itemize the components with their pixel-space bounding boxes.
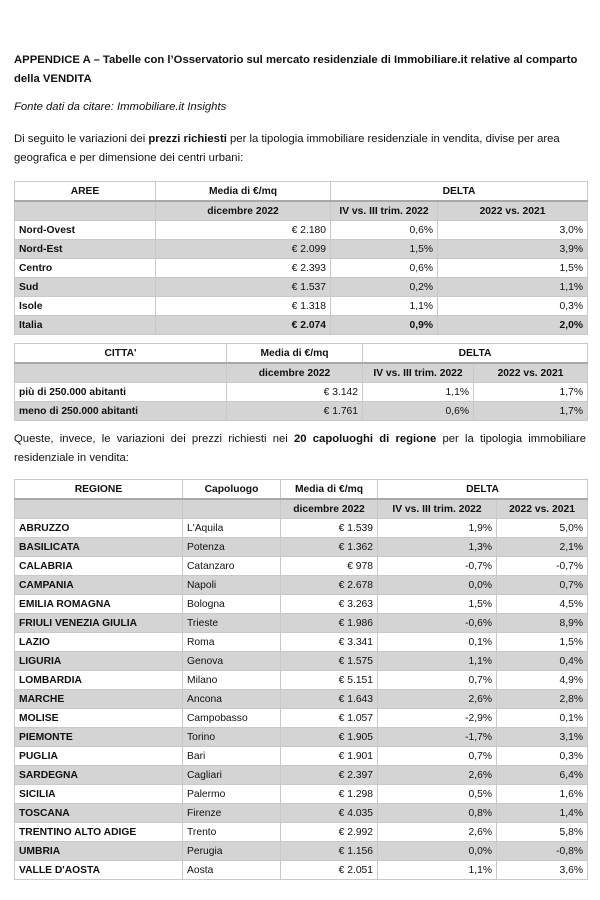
table-row — [15, 671, 588, 690]
capoluogo-cell: Bari — [183, 747, 281, 766]
table-regioni-body — [15, 519, 588, 880]
delta-quarter-cell: 1,1% — [378, 652, 497, 671]
header-regione: REGIONE — [15, 480, 183, 500]
header-capoluogo: Capoluogo — [183, 480, 281, 500]
row-label: Isole — [15, 297, 156, 316]
delta-quarter-cell: 1,5% — [378, 595, 497, 614]
table-row — [15, 297, 588, 316]
table-citta — [14, 343, 588, 421]
table-subheader-row — [15, 499, 588, 519]
delta-year-cell: 4,5% — [497, 595, 588, 614]
delta-year-cell: 0,4% — [497, 652, 588, 671]
delta-year-cell: -0,8% — [497, 842, 588, 861]
price-cell: € 3.142 — [227, 383, 363, 402]
region-cell: SARDEGNA — [15, 766, 183, 785]
table-aree-body — [15, 221, 588, 335]
delta-quarter-cell: 0,7% — [378, 747, 497, 766]
intro2-text-after: per la tipologia immobiliare residenziale in vendita: — [14, 433, 587, 464]
delta-year-cell: 3,0% — [438, 221, 588, 240]
intro-paragraph — [14, 130, 586, 168]
capoluogo-cell: Napoli — [183, 576, 281, 595]
capoluogo-cell: Trento — [183, 823, 281, 842]
delta-year-cell: 0,3% — [438, 297, 588, 316]
region-cell: LIGURIA — [15, 652, 183, 671]
capoluogo-cell: Bologna — [183, 595, 281, 614]
delta-quarter-cell: 0,6% — [331, 259, 438, 278]
delta-quarter-cell: 0,2% — [331, 278, 438, 297]
table-header-row — [15, 182, 588, 202]
delta-year-cell: 0,3% — [497, 747, 588, 766]
table-row — [15, 383, 588, 402]
intro2-text-bold: 20 capoluoghi di regione — [294, 433, 437, 445]
header-delta: DELTA — [331, 182, 588, 202]
table-row — [15, 652, 588, 671]
table-citta-body — [15, 383, 588, 421]
subheader-dicembre: dicembre 2022 — [156, 201, 331, 221]
capoluogo-cell: Potenza — [183, 538, 281, 557]
price-cell: € 1.537 — [156, 278, 331, 297]
delta-year-cell: 8,9% — [497, 614, 588, 633]
table-row — [15, 614, 588, 633]
document-title: APPENDICE A – Tabelle con l’Osservatorio sul mercato residenziale di Immobiliare.it relative al comparto della VENDITA — [14, 54, 578, 85]
price-cell: € 5.151 — [281, 671, 378, 690]
row-label: Sud — [15, 278, 156, 297]
row-label: Italia — [15, 316, 156, 335]
price-cell: € 2.051 — [281, 861, 378, 880]
subheader-trim: IV vs. III trim. 2022 — [378, 499, 497, 519]
row-label: Centro — [15, 259, 156, 278]
table-row — [15, 690, 588, 709]
header-delta: DELTA — [378, 480, 588, 500]
delta-year-cell: 1,4% — [497, 804, 588, 823]
subheader-empty — [15, 363, 227, 383]
delta-year-cell: 2,0% — [438, 316, 588, 335]
table-row — [15, 595, 588, 614]
region-cell: PUGLIA — [15, 747, 183, 766]
region-cell: ABRUZZO — [15, 519, 183, 538]
capoluogo-cell: Milano — [183, 671, 281, 690]
delta-quarter-cell: 1,3% — [378, 538, 497, 557]
capoluogo-cell: Torino — [183, 728, 281, 747]
delta-year-cell: 1,1% — [438, 278, 588, 297]
delta-quarter-cell: 0,6% — [331, 221, 438, 240]
intro2-text-before: Queste, invece, le variazioni dei prezzi richiesti nei — [14, 433, 295, 445]
region-cell: PIEMONTE — [15, 728, 183, 747]
delta-year-cell: 2,1% — [497, 538, 588, 557]
delta-year-cell: 3,1% — [497, 728, 588, 747]
price-cell: € 3.263 — [281, 595, 378, 614]
table-row — [15, 785, 588, 804]
delta-year-cell: 1,7% — [474, 383, 588, 402]
price-cell: € 2.992 — [281, 823, 378, 842]
subheader-dicembre: dicembre 2022 — [281, 499, 378, 519]
delta-year-cell: 5,0% — [497, 519, 588, 538]
capoluogo-cell: Ancona — [183, 690, 281, 709]
subheader-year: 2022 vs. 2021 — [474, 363, 588, 383]
subheader-year: 2022 vs. 2021 — [497, 499, 588, 519]
price-cell: € 1.643 — [281, 690, 378, 709]
region-cell: FRIULI VENEZIA GIULIA — [15, 614, 183, 633]
delta-year-cell: 6,4% — [497, 766, 588, 785]
capoluogo-cell: Trieste — [183, 614, 281, 633]
capoluogo-cell: Cagliari — [183, 766, 281, 785]
price-cell: € 1.761 — [227, 402, 363, 421]
row-label: più di 250.000 abitanti — [15, 383, 227, 402]
table-row — [15, 402, 588, 421]
region-cell: TRENTINO ALTO ADIGE — [15, 823, 183, 842]
table-row — [15, 538, 588, 557]
price-cell: € 1.362 — [281, 538, 378, 557]
price-cell: € 1.905 — [281, 728, 378, 747]
header-citta: CITTA' — [15, 344, 227, 364]
price-cell: € 1.298 — [281, 785, 378, 804]
price-cell: € 978 — [281, 557, 378, 576]
delta-quarter-cell: 2,6% — [378, 690, 497, 709]
capoluogo-cell: Roma — [183, 633, 281, 652]
row-label: Nord-Est — [15, 240, 156, 259]
delta-quarter-cell: 0,0% — [378, 842, 497, 861]
delta-quarter-cell: -2,9% — [378, 709, 497, 728]
delta-quarter-cell: 0,1% — [378, 633, 497, 652]
intro-text-before: Di seguito le variazioni dei — [14, 133, 149, 145]
table-row — [15, 221, 588, 240]
header-aree: AREE — [15, 182, 156, 202]
delta-quarter-cell: 0,8% — [378, 804, 497, 823]
delta-year-cell: 5,8% — [497, 823, 588, 842]
row-label: meno di 250.000 abitanti — [15, 402, 227, 421]
delta-quarter-cell: 2,6% — [378, 823, 497, 842]
region-cell: LOMBARDIA — [15, 671, 183, 690]
table-row — [15, 278, 588, 297]
delta-year-cell: 3,6% — [497, 861, 588, 880]
delta-quarter-cell: -1,7% — [378, 728, 497, 747]
delta-quarter-cell: 1,1% — [331, 297, 438, 316]
subheader-dicembre: dicembre 2022 — [227, 363, 363, 383]
table-subheader-row — [15, 363, 588, 383]
source-note: Fonte dati da citare: Immobiliare.it Insights — [14, 101, 227, 113]
table-row — [15, 576, 588, 595]
table-row — [15, 823, 588, 842]
table-regioni — [14, 479, 588, 880]
table-row — [15, 804, 588, 823]
delta-year-cell: 1,5% — [497, 633, 588, 652]
capoluogo-cell: Firenze — [183, 804, 281, 823]
delta-quarter-cell: 0,6% — [363, 402, 474, 421]
capoluogo-cell: Catanzaro — [183, 557, 281, 576]
delta-year-cell: 1,6% — [497, 785, 588, 804]
price-cell: € 1.057 — [281, 709, 378, 728]
table-aree — [14, 181, 588, 335]
price-cell: € 1.156 — [281, 842, 378, 861]
price-cell: € 1.575 — [281, 652, 378, 671]
price-cell: € 1.318 — [156, 297, 331, 316]
region-cell: BASILICATA — [15, 538, 183, 557]
delta-quarter-cell: -0,7% — [378, 557, 497, 576]
capoluogo-cell: Perugia — [183, 842, 281, 861]
delta-quarter-cell: 1,9% — [378, 519, 497, 538]
subheader-empty — [183, 499, 281, 519]
delta-quarter-cell: 0,9% — [331, 316, 438, 335]
delta-quarter-cell: 0,0% — [378, 576, 497, 595]
capoluogo-cell: Genova — [183, 652, 281, 671]
region-cell: UMBRIA — [15, 842, 183, 861]
delta-quarter-cell: 1,5% — [331, 240, 438, 259]
price-cell: € 3.341 — [281, 633, 378, 652]
price-cell: € 2.074 — [156, 316, 331, 335]
delta-quarter-cell: 1,1% — [363, 383, 474, 402]
subheader-empty — [15, 499, 183, 519]
intro-text-bold: prezzi richiesti — [148, 133, 227, 145]
table-row — [15, 709, 588, 728]
table-header-row — [15, 480, 588, 500]
region-cell: EMILIA ROMAGNA — [15, 595, 183, 614]
table-row — [15, 557, 588, 576]
region-cell: MOLISE — [15, 709, 183, 728]
region-cell: VALLE D'AOSTA — [15, 861, 183, 880]
table-subheader-row — [15, 201, 588, 221]
price-cell: € 1.986 — [281, 614, 378, 633]
intro2-paragraph — [14, 430, 586, 468]
delta-year-cell: -0,7% — [497, 557, 588, 576]
delta-quarter-cell: 0,7% — [378, 671, 497, 690]
price-cell: € 4.035 — [281, 804, 378, 823]
table-row — [15, 316, 588, 335]
delta-year-cell: 2,8% — [497, 690, 588, 709]
delta-year-cell: 0,7% — [497, 576, 588, 595]
subheader-year: 2022 vs. 2021 — [438, 201, 588, 221]
region-cell: CALABRIA — [15, 557, 183, 576]
delta-quarter-cell: 2,6% — [378, 766, 497, 785]
table-row — [15, 728, 588, 747]
subheader-empty — [15, 201, 156, 221]
header-delta: DELTA — [363, 344, 588, 364]
delta-year-cell: 4,9% — [497, 671, 588, 690]
intro-text-after: per la tipologia immobiliare residenziale in vendita, divise per area geografica e per dimensione dei centri urbani: — [14, 133, 560, 164]
table-row — [15, 842, 588, 861]
table-row — [15, 259, 588, 278]
region-cell: MARCHE — [15, 690, 183, 709]
row-label: Nord-Ovest — [15, 221, 156, 240]
capoluogo-cell: L'Aquila — [183, 519, 281, 538]
price-cell: € 2.180 — [156, 221, 331, 240]
price-cell: € 2.397 — [281, 766, 378, 785]
region-cell: CAMPANIA — [15, 576, 183, 595]
delta-quarter-cell: 0,5% — [378, 785, 497, 804]
table-row — [15, 633, 588, 652]
header-media: Media di €/mq — [227, 344, 363, 364]
price-cell: € 1.901 — [281, 747, 378, 766]
capoluogo-cell: Campobasso — [183, 709, 281, 728]
delta-year-cell: 3,9% — [438, 240, 588, 259]
price-cell: € 2.678 — [281, 576, 378, 595]
region-cell: LAZIO — [15, 633, 183, 652]
delta-year-cell: 1,5% — [438, 259, 588, 278]
price-cell: € 1.539 — [281, 519, 378, 538]
table-row — [15, 240, 588, 259]
subheader-trim: IV vs. III trim. 2022 — [363, 363, 474, 383]
table-row — [15, 766, 588, 785]
delta-year-cell: 0,1% — [497, 709, 588, 728]
region-cell: SICILIA — [15, 785, 183, 804]
price-cell: € 2.099 — [156, 240, 331, 259]
header-media: Media di €/mq — [281, 480, 378, 500]
delta-year-cell: 1,7% — [474, 402, 588, 421]
price-cell: € 2.393 — [156, 259, 331, 278]
subheader-trim: IV vs. III trim. 2022 — [331, 201, 438, 221]
header-media: Media di €/mq — [156, 182, 331, 202]
table-row — [15, 519, 588, 538]
delta-quarter-cell: 1,1% — [378, 861, 497, 880]
table-header-row — [15, 344, 588, 364]
region-cell: TOSCANA — [15, 804, 183, 823]
table-row — [15, 861, 588, 880]
delta-quarter-cell: -0,6% — [378, 614, 497, 633]
table-row — [15, 747, 588, 766]
capoluogo-cell: Aosta — [183, 861, 281, 880]
capoluogo-cell: Palermo — [183, 785, 281, 804]
